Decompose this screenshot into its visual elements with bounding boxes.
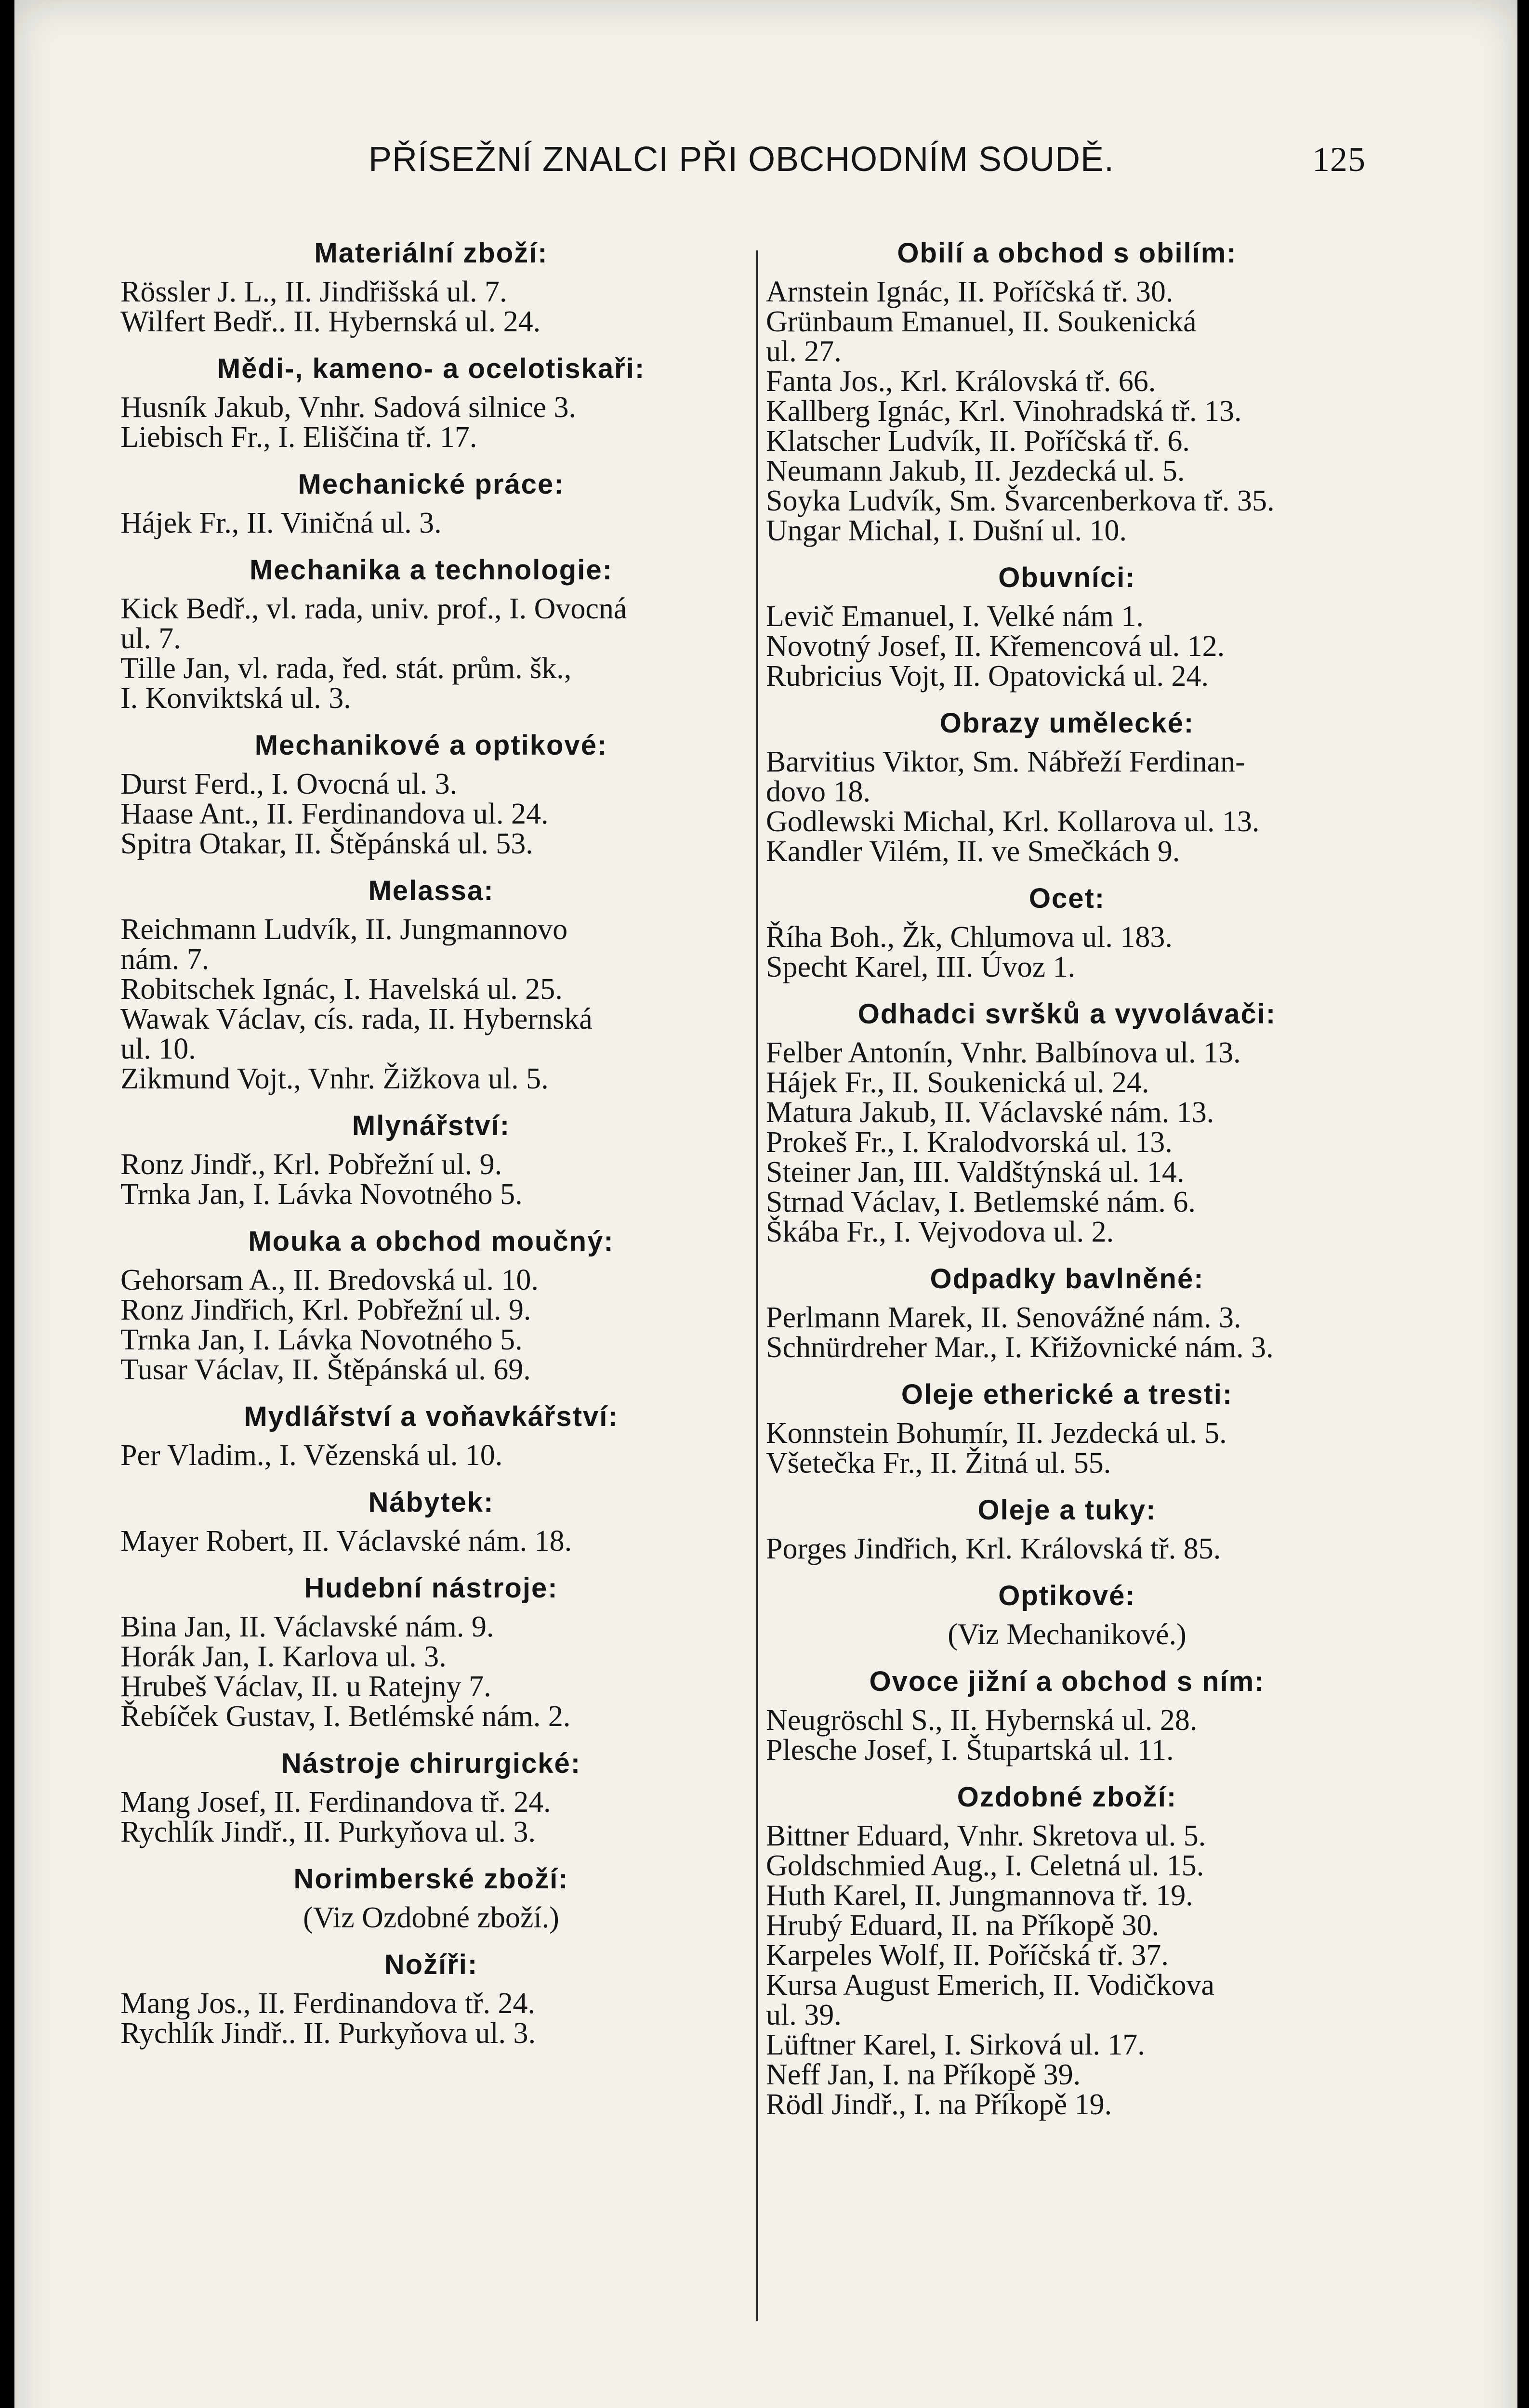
directory-entry: Kandler Vilém, II. ve Smečkách 9. [766, 835, 1180, 868]
directory-entry: Durst Ferd., I. Ovocná ul. 3. [120, 768, 458, 800]
directory-entry: Hájek Fr., II. Soukenická ul. 24. [766, 1066, 1149, 1099]
directory-entry: Ronz Jindřich, Krl. Pobřežní ul. 9. [120, 1294, 531, 1326]
directory-entry: Kursa August Emerich, II. Vodičkova [766, 1969, 1214, 2002]
directory-entry: Strnad Václav, I. Betlemské nám. 6. [766, 1186, 1196, 1218]
section-heading: Materiální zboží: [314, 237, 548, 269]
section-heading: Obrazy umělecké: [939, 707, 1195, 739]
document-page [14, 0, 1517, 2408]
cross-reference-note: (Viz Ozdobné zboží.) [303, 1901, 559, 1934]
directory-entry: Říha Boh., Žk, Chlumova ul. 183. [766, 921, 1173, 954]
directory-section [766, 1581, 1368, 1649]
directory-entry: Mang Josef, II. Ferdinandova tř. 24. [120, 1786, 551, 1819]
directory-entry: Robitschek Ignác, I. Havelská ul. 25. [120, 973, 563, 1006]
directory-entry: Řebíček Gustav, I. Betlémské nám. 2. [120, 1700, 571, 1733]
directory-entry: Trnka Jan, I. Lávka Novotného 5. [120, 1178, 523, 1211]
directory-entry: Reichmann Ludvík, II. Jungmannovo [120, 913, 568, 946]
directory-entry: Haase Ant., II. Ferdinandova ul. 24. [120, 798, 549, 830]
section-heading: Obilí a obchod s obilím: [897, 237, 1237, 269]
directory-entry: Novotný Josef, II. Křemencová ul. 12. [766, 630, 1225, 663]
directory-entry: Hrubý Eduard, II. na Příkopě 30. [766, 1909, 1160, 1942]
directory-entry: Matura Jakub, II. Václavské nám. 13. [766, 1096, 1214, 1129]
directory-entry: Bina Jan, II. Václavské nám. 9. [120, 1610, 494, 1643]
running-title: PŘÍSEŽNÍ ZNALCI PŘI OBCHODNÍM SOUDĚ. [369, 140, 1115, 179]
directory-section [120, 1488, 742, 1556]
directory-entry: Wilfert Bedř.. II. Hybernská ul. 24. [120, 305, 541, 338]
directory-section [120, 470, 742, 538]
directory-entry: Tille Jan, vl. rada, řed. stát. prům. šk., [120, 652, 572, 685]
section-heading: Ocet: [1028, 883, 1106, 914]
directory-entry: Rubricius Vojt, II. Opatovická ul. 24. [766, 660, 1209, 693]
directory-section [766, 999, 1368, 1247]
directory-entry: Zikmund Vojt., Vnhr. Žižkova ul. 5. [120, 1062, 549, 1095]
directory-entry: Gehorsam A., II. Bredovská ul. 10. [120, 1264, 539, 1296]
directory-section [120, 1573, 742, 1731]
directory-entry: Mang Jos., II. Ferdinandova tř. 24. [120, 1987, 535, 2020]
directory-section [120, 1227, 742, 1385]
directory-section [120, 1402, 742, 1470]
directory-entry: Felber Antonín, Vnhr. Balbínova ul. 13. [766, 1036, 1241, 1069]
directory-entry: Všetečka Fr., II. Žitná ul. 55. [766, 1447, 1111, 1479]
directory-section [766, 1667, 1368, 1765]
directory-entry: Perlmann Marek, II. Senovážné nám. 3. [766, 1301, 1241, 1334]
directory-entry: Kallberg Ignác, Krl. Vinohradská tř. 13. [766, 395, 1242, 428]
directory-entry: Husník Jakub, Vnhr. Sadová silnice 3. [120, 391, 577, 424]
right-column [766, 238, 1368, 2137]
directory-entry: Levič Emanuel, I. Velké nám 1. [766, 600, 1144, 633]
directory-entry: Rychlík Jindř., II. Purkyňova ul. 3. [120, 1816, 536, 1848]
directory-section [120, 1111, 742, 1209]
section-heading: Mědi-, kameno- a ocelotiskaři: [217, 353, 646, 384]
directory-entry: Mayer Robert, II. Václavské nám. 18. [120, 1525, 572, 1557]
directory-entry: Škába Fr., I. Vejvodova ul. 2. [766, 1216, 1114, 1248]
directory-entry: ul. 27. [766, 335, 842, 368]
directory-entry: Rychlík Jindř.. II. Purkyňova ul. 3. [120, 2017, 536, 2050]
section-heading: Hudební nástroje: [304, 1572, 558, 1604]
directory-section [766, 708, 1368, 866]
section-heading: Mouka a obchod moučný: [248, 1226, 614, 1257]
directory-section [120, 238, 742, 337]
section-heading: Ovoce jižní a obchod s ním: [869, 1666, 1265, 1697]
directory-section [120, 1864, 742, 1933]
section-heading: Oleje etherické a tresti: [901, 1379, 1233, 1410]
directory-section [766, 1380, 1368, 1478]
section-heading: Mlynářství: [352, 1110, 511, 1141]
directory-entry: Plesche Josef, I. Štupartská ul. 11. [766, 1734, 1174, 1767]
directory-entry: Neumann Jakub, II. Jezdecká ul. 5. [766, 455, 1185, 487]
directory-entry: Trnka Jan, I. Lávka Novotného 5. [120, 1323, 523, 1356]
directory-entry: ul. 10. [120, 1033, 196, 1065]
directory-entry: Steiner Jan, III. Valdštýnská ul. 14. [766, 1156, 1185, 1189]
directory-entry: Fanta Jos., Krl. Královská tř. 66. [766, 365, 1156, 398]
section-heading: Mechanické práce: [298, 469, 565, 500]
directory-section [766, 1264, 1368, 1362]
directory-entry: Karpeles Wolf, II. Poříčská tř. 37. [766, 1939, 1169, 1972]
directory-entry: Horák Jan, I. Karlova ul. 3. [120, 1640, 447, 1673]
directory-entry: Lüftner Karel, I. Sirková ul. 17. [766, 2028, 1145, 2061]
directory-entry: Wawak Václav, cís. rada, II. Hybernská [120, 1003, 593, 1035]
directory-section [120, 555, 742, 713]
directory-section [120, 876, 742, 1094]
directory-entry: Hrubeš Václav, II. u Ratejny 7. [120, 1670, 491, 1703]
directory-entry: Spitra Otakar, II. Štěpánská ul. 53. [120, 827, 533, 860]
directory-section [120, 1950, 742, 2048]
directory-entry: ul. 39. [766, 1999, 842, 2031]
section-heading: Odpadky bavlněné: [930, 1263, 1204, 1295]
directory-section [120, 731, 742, 859]
directory-entry: Godlewski Michal, Krl. Kollarova ul. 13. [766, 805, 1260, 838]
directory-entry: Huth Karel, II. Jungmannova tř. 19. [766, 1879, 1193, 1912]
directory-entry: Hájek Fr., II. Viničná ul. 3. [120, 507, 442, 539]
section-heading: Melassa: [368, 875, 494, 906]
directory-entry: Grünbaum Emanuel, II. Soukenická [766, 305, 1197, 338]
directory-entry: Schnürdreher Mar., I. Křižovnické nám. 3. [766, 1331, 1274, 1364]
directory-entry: Specht Karel, III. Úvoz 1. [766, 951, 1076, 983]
directory-entry: Ronz Jindř., Krl. Pobřežní ul. 9. [120, 1148, 502, 1181]
directory-section [120, 1749, 742, 1847]
directory-entry: Tusar Václav, II. Štěpánská ul. 69. [120, 1353, 531, 1386]
directory-entry: Soyka Ludvík, Sm. Švarcenberkova tř. 35. [766, 484, 1275, 517]
directory-entry: nám. 7. [120, 943, 210, 976]
directory-entry: Liebisch Fr., I. Eliščina tř. 17. [120, 421, 477, 454]
directory-entry: Porges Jindřich, Krl. Královská tř. 85. [766, 1532, 1221, 1565]
directory-section [766, 1782, 1368, 2120]
directory-entry: Rödl Jindř., I. na Příkopě 19. [766, 2088, 1112, 2121]
directory-section [766, 238, 1368, 546]
directory-entry: ul. 7. [120, 622, 181, 655]
section-heading: Nástroje chirurgické: [281, 1748, 581, 1779]
section-heading: Mydlářství a voňavkářství: [244, 1401, 619, 1432]
directory-section [766, 884, 1368, 982]
directory-entry: Per Vladim., I. Vězenská ul. 10. [120, 1439, 503, 1472]
section-heading: Nábytek: [368, 1487, 494, 1518]
directory-entry: Arnstein Ignác, II. Poříčská tř. 30. [766, 275, 1173, 308]
page-number: 125 [1312, 140, 1366, 179]
section-heading: Mechanika a technologie: [250, 554, 613, 586]
section-heading: Oleje a tuky: [977, 1494, 1157, 1526]
section-heading: Nožíři: [384, 1949, 478, 1980]
directory-entry: Prokeš Fr., I. Kralodvorská ul. 13. [766, 1126, 1173, 1159]
section-heading: Ozdobné zboží: [957, 1781, 1177, 1813]
directory-entry: Bittner Eduard, Vnhr. Skretova ul. 5. [766, 1819, 1206, 1852]
directory-section [120, 354, 742, 452]
directory-entry: Klatscher Ludvík, II. Poříčská tř. 6. [766, 425, 1190, 458]
directory-entry: Konnstein Bohumír, II. Jezdecká ul. 5. [766, 1417, 1227, 1450]
section-heading: Optikové: [998, 1580, 1136, 1611]
directory-entry: Neff Jan, I. na Příkopě 39. [766, 2058, 1081, 2091]
directory-entry: dovo 18. [766, 775, 870, 808]
left-column [120, 238, 742, 2066]
directory-entry: Neugröschl S., II. Hybernská ul. 28. [766, 1704, 1198, 1737]
directory-entry: Barvitius Viktor, Sm. Nábřeží Ferdinan- [766, 746, 1245, 778]
directory-section [766, 563, 1368, 691]
directory-section [766, 1495, 1368, 1564]
section-heading: Norimberské zboží: [293, 1863, 569, 1895]
section-heading: Obuvníci: [998, 562, 1136, 593]
column-divider [756, 250, 758, 2321]
section-heading: Odhadci svršků a vyvolávači: [857, 998, 1277, 1030]
section-heading: Mechanikové a optikové: [254, 730, 608, 761]
directory-entry: I. Konviktská ul. 3. [120, 682, 351, 715]
directory-entry: Goldschmied Aug., I. Celetná ul. 15. [766, 1849, 1204, 1882]
directory-entry: Ungar Michal, I. Dušní ul. 10. [766, 514, 1127, 547]
cross-reference-note: (Viz Mechanikové.) [948, 1618, 1186, 1651]
directory-entry: Kick Bedř., vl. rada, univ. prof., I. Ovocná [120, 592, 627, 625]
directory-entry: Rössler J. L., II. Jindřišská ul. 7. [120, 275, 507, 308]
